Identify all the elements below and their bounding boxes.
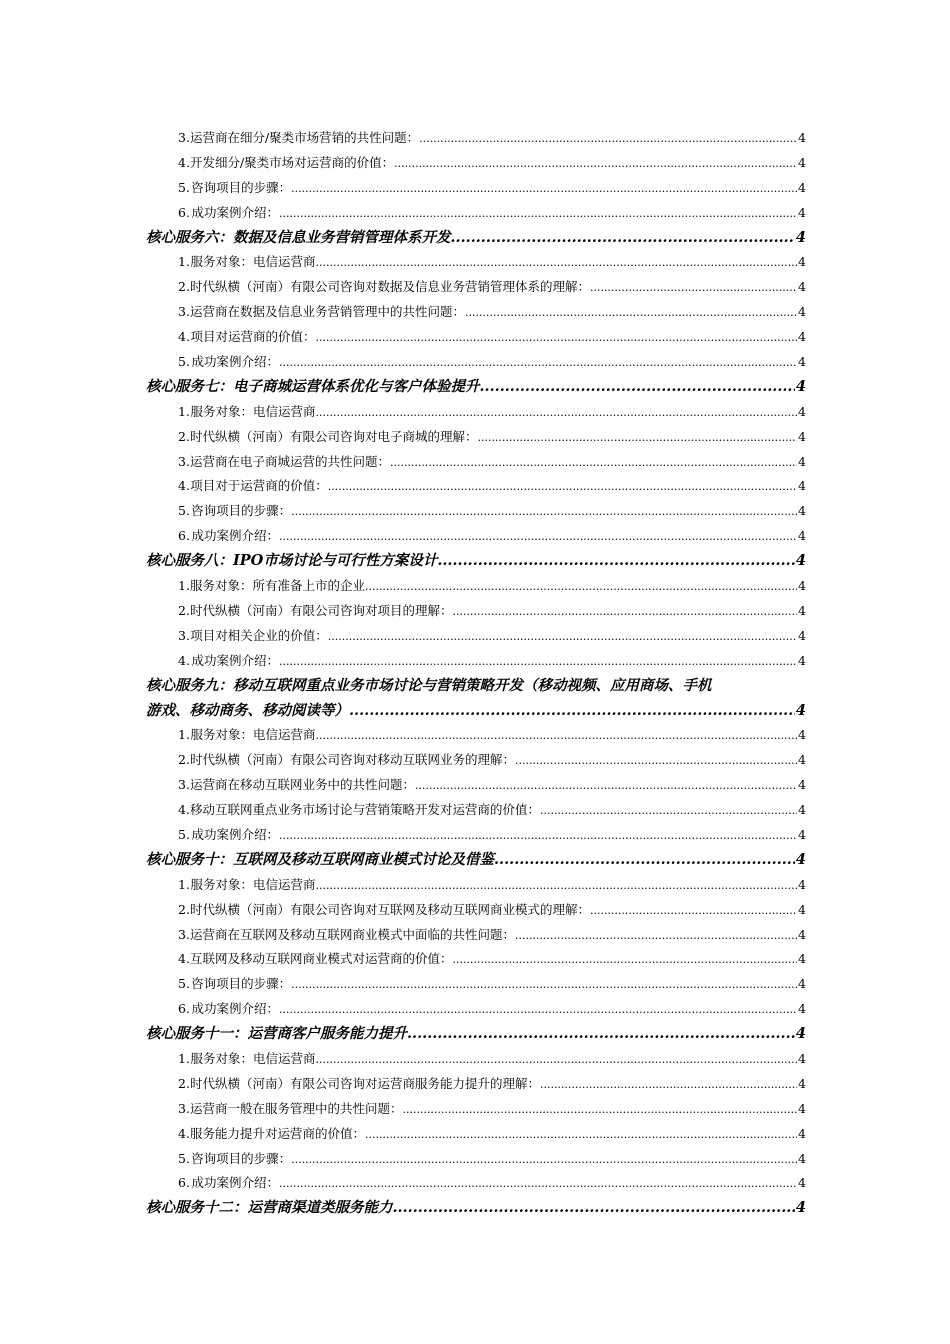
toc-item-number: 2. [178, 428, 190, 444]
toc-item-entry[interactable] [146, 748, 806, 773]
toc-item-entry[interactable] [146, 499, 806, 524]
toc-page-number: 4 [798, 802, 806, 818]
toc-item-title: 咨询项目的步骤： [191, 179, 292, 195]
toc-leader-dots [316, 873, 798, 899]
table-of-contents [146, 126, 806, 1221]
toc-section-title-line2: 游戏、移动商务、移动阅读等） [146, 701, 349, 719]
toc-page-number: 4 [798, 951, 806, 967]
toc-page-number: 4 [798, 354, 806, 370]
toc-item-number: 6. [178, 204, 190, 220]
toc-leader-dots [316, 250, 798, 276]
toc-page-number: 4 [798, 154, 806, 170]
toc-item-title: 时代纵横（河南）有限公司咨询对互联网及移动互联网商业模式的理解： [189, 901, 590, 917]
toc-item-number: 6. [178, 1001, 190, 1017]
toc-item-number: 5. [178, 503, 190, 519]
toc-leader-dots [316, 325, 798, 351]
toc-page-number: 4 [798, 876, 806, 892]
toc-page-number: 4 [795, 552, 806, 570]
toc-leader-dots [279, 524, 797, 550]
toc-leader-dots [365, 574, 797, 600]
toc-item-title: 服务对象：电信运营商 [190, 1050, 316, 1066]
toc-leader-dots [279, 350, 797, 376]
toc-leader-dots [316, 723, 798, 749]
toc-page-number: 4 [798, 403, 806, 419]
toc-item-title: 服务对象：所有准备上市的企业 [189, 578, 365, 594]
toc-item-entry[interactable] [146, 823, 806, 848]
toc-item-number: 4. [178, 652, 190, 668]
toc-item-entry[interactable] [146, 798, 806, 823]
toc-leader-dots [291, 972, 797, 998]
toc-section-title-line2-row [146, 699, 806, 724]
toc-item-entry[interactable] [146, 599, 806, 624]
toc-item-title: 运营商在电子商城运营的共性问题： [189, 453, 390, 469]
toc-page-number: 4 [798, 1001, 806, 1017]
toc-item-number: 3. [178, 777, 190, 793]
toc-section-title-line1: 核心服务九：移动互联网重点业务市场讨论与营销策略开发（移动视频、应用商场、手机 [146, 676, 712, 694]
toc-item-title: 时代纵横（河南）有限公司咨询对电子商城的理解： [189, 428, 478, 444]
toc-item-number: 1. [178, 254, 190, 270]
toc-item-title: 项目对于运营商的价值： [190, 478, 328, 494]
toc-page-number: 4 [798, 602, 806, 618]
toc-item-entry[interactable] [146, 325, 806, 350]
toc-item-entry[interactable] [146, 723, 806, 748]
toc-item-entry[interactable] [146, 997, 806, 1022]
toc-section-entry[interactable] [146, 375, 806, 400]
toc-page-number: 4 [798, 1175, 806, 1191]
toc-leader-dots [279, 201, 797, 227]
toc-item-number: 4. [178, 951, 190, 967]
toc-section-title: 核心服务十二：运营商渠道类服务能力 [146, 1199, 393, 1217]
toc-page-number: 4 [798, 279, 806, 295]
toc-page-number: 4 [798, 727, 806, 743]
toc-page-number: 4 [798, 329, 806, 345]
toc-item-number: 4. [178, 329, 190, 345]
toc-item-title: 服务对象：电信运营商 [190, 876, 316, 892]
toc-item-title: 成功案例介绍： [191, 528, 279, 544]
toc-page-number: 4 [795, 701, 806, 719]
toc-item-entry[interactable] [146, 400, 806, 425]
toc-item-title: 时代纵横（河南）有限公司咨询对项目的理解： [189, 602, 453, 618]
toc-item-number: 1. [178, 727, 190, 743]
toc-page-number: 4 [795, 377, 806, 395]
toc-leader-dots [279, 649, 797, 675]
toc-section-title: 核心服务十一：运营商客户服务能力提升 [146, 1025, 407, 1043]
toc-item-entry[interactable] [146, 176, 806, 201]
toc-item-entry[interactable] [146, 1122, 806, 1147]
toc-item-title: 互联网及移动互联网商业模式对运营商的价值： [189, 951, 453, 967]
toc-item-entry[interactable] [146, 1047, 806, 1072]
toc-leader-dots [349, 699, 795, 724]
toc-leader-dots [515, 748, 797, 774]
toc-leader-dots [328, 474, 797, 500]
toc-item-title: 成功案例介绍： [191, 1175, 279, 1191]
toc-leader-dots [291, 499, 797, 525]
toc-leader-dots [494, 848, 795, 873]
toc-item-title: 时代纵横（河南）有限公司咨询对运营商服务能力提升的理解： [189, 1075, 540, 1091]
toc-item-entry[interactable] [146, 275, 806, 300]
toc-item-title: 时代纵横（河南）有限公司咨询对数据及信息业务营销管理体系的理解： [189, 279, 590, 295]
toc-item-number: 3. [178, 130, 190, 145]
toc-item-number: 2. [178, 1075, 190, 1091]
toc-leader-dots [316, 1047, 798, 1073]
toc-section-entry[interactable] [146, 848, 806, 873]
toc-page-number: 4 [798, 1050, 806, 1066]
toc-item-number: 1. [178, 1050, 190, 1066]
toc-leader-dots [279, 823, 797, 849]
toc-page-number: 4 [798, 1100, 806, 1116]
toc-item-number: 1. [178, 876, 190, 892]
toc-page-number: 4 [795, 1025, 806, 1043]
toc-item-entry[interactable] [146, 126, 806, 151]
toc-page-number: 4 [798, 503, 806, 519]
toc-section-title: 核心服务七：电子商城运营体系优化与客户体验提升 [146, 377, 480, 395]
toc-leader-dots [480, 375, 795, 400]
toc-item-title: 成功案例介绍： [191, 204, 279, 220]
toc-item-number: 2. [178, 901, 190, 917]
toc-leader-dots [328, 624, 797, 650]
toc-leader-dots [452, 599, 797, 625]
toc-leader-dots [291, 176, 797, 202]
toc-item-number: 1. [178, 403, 190, 419]
toc-item-title: 运营商在互联网及移动互联网商业模式中面临的共性问题： [189, 926, 515, 942]
toc-item-number: 5. [178, 826, 190, 842]
toc-item-title: 咨询项目的步骤： [191, 1150, 292, 1166]
toc-leader-dots [540, 798, 797, 824]
toc-page-number: 4 [798, 652, 806, 668]
toc-page-number: 4 [798, 926, 806, 942]
toc-item-number: 4. [178, 1125, 190, 1141]
toc-leader-dots [291, 1147, 797, 1173]
toc-leader-dots [590, 275, 797, 301]
toc-page-number: 4 [798, 528, 806, 544]
toc-item-entry[interactable] [146, 1072, 806, 1097]
toc-leader-dots [316, 400, 798, 426]
toc-item-title: 服务能力提升对运营商的价值： [189, 1125, 365, 1141]
toc-item-number: 3. [178, 453, 190, 469]
toc-section-entry[interactable] [146, 1196, 806, 1221]
toc-page-number: 4 [795, 850, 806, 868]
toc-item-entry[interactable] [146, 873, 806, 898]
toc-leader-dots [540, 1072, 797, 1098]
toc-leader-dots [590, 898, 797, 924]
toc-item-title: 开发细分/聚类市场对运营商的价值： [189, 154, 395, 170]
toc-item-entry[interactable] [146, 1171, 806, 1196]
toc-page-number: 4 [798, 752, 806, 768]
toc-item-number: 6. [178, 1175, 190, 1191]
toc-item-number: 2. [178, 279, 190, 295]
toc-item-title: 运营商一般在服务管理中的共性问题： [189, 1100, 403, 1116]
toc-leader-dots [437, 549, 795, 574]
toc-leader-dots [465, 300, 797, 326]
toc-leader-dots [452, 947, 797, 973]
toc-page-number: 4 [798, 1125, 806, 1141]
toc-item-entry[interactable] [146, 300, 806, 325]
toc-item-number: 3. [178, 926, 190, 942]
toc-item-title: 项目对相关企业的价值： [190, 627, 328, 643]
toc-page-number: 4 [798, 777, 806, 793]
toc-page-number: 4 [798, 428, 806, 444]
toc-leader-dots [415, 773, 797, 799]
toc-leader-dots [515, 923, 797, 949]
toc-item-number: 3. [178, 1100, 190, 1116]
toc-item-title: 服务对象：电信运营商 [190, 727, 316, 743]
toc-leader-dots [407, 1022, 795, 1047]
toc-page-number: 4 [798, 1075, 806, 1091]
toc-item-number: 4. [178, 478, 190, 494]
toc-page-number: 4 [798, 578, 806, 594]
toc-page-number: 4 [798, 453, 806, 469]
toc-item-number: 6. [178, 528, 190, 544]
toc-item-number: 4. [178, 802, 190, 818]
toc-page-number: 4 [798, 304, 806, 320]
toc-section-entry[interactable] [146, 674, 806, 724]
toc-section-entry[interactable] [146, 1022, 806, 1047]
toc-page-number: 4 [798, 204, 806, 220]
toc-item-title: 运营商在数据及信息业务营销管理中的共性问题： [189, 304, 465, 320]
toc-item-entry[interactable] [146, 972, 806, 997]
toc-item-title: 项目对运营商的价值： [190, 329, 316, 345]
toc-item-number: 4. [178, 154, 190, 170]
toc-page-number: 4 [798, 627, 806, 643]
toc-leader-dots [451, 226, 795, 251]
toc-section-entry[interactable] [146, 549, 806, 574]
toc-leader-dots [402, 1097, 797, 1123]
toc-item-number: 5. [178, 976, 190, 992]
toc-item-entry[interactable] [146, 1097, 806, 1122]
toc-leader-dots [279, 997, 797, 1023]
toc-item-number: 2. [178, 602, 190, 618]
toc-page-number: 4 [798, 130, 806, 145]
toc-page-number: 4 [795, 1199, 806, 1217]
toc-item-entry[interactable] [146, 1147, 806, 1172]
toc-item-title: 时代纵横（河南）有限公司咨询对移动互联网业务的理解： [189, 752, 515, 768]
toc-item-title: 运营商在移动互联网业务中的共性问题： [189, 777, 415, 793]
toc-section-title: 核心服务八：IPO市场讨论与可行性方案设计 [146, 552, 438, 570]
toc-item-title: 运营商在细分/聚类市场营销的共性问题： [189, 130, 420, 145]
toc-item-title: 成功案例介绍： [191, 1001, 279, 1017]
toc-leader-dots [419, 126, 797, 152]
toc-item-entry[interactable] [146, 350, 806, 375]
toc-leader-dots [365, 1122, 797, 1148]
toc-item-title: 咨询项目的步骤： [191, 976, 292, 992]
toc-item-entry[interactable] [146, 898, 806, 923]
toc-item-entry[interactable] [146, 574, 806, 599]
toc-item-number: 3. [178, 304, 190, 320]
toc-item-title: 咨询项目的步骤： [191, 503, 292, 519]
toc-item-entry[interactable] [146, 425, 806, 450]
toc-leader-dots [477, 425, 797, 451]
toc-item-entry[interactable] [146, 250, 806, 275]
toc-item-entry[interactable] [146, 923, 806, 948]
toc-item-entry[interactable] [146, 524, 806, 549]
toc-leader-dots [279, 1171, 797, 1197]
toc-leader-dots [390, 450, 797, 476]
toc-item-title: 服务对象：电信运营商 [190, 254, 316, 270]
toc-item-number: 5. [178, 354, 190, 370]
toc-item-number: 3. [178, 627, 190, 643]
toc-page-number: 4 [798, 976, 806, 992]
toc-item-entry[interactable] [146, 649, 806, 674]
toc-item-entry[interactable] [146, 947, 806, 972]
toc-item-entry[interactable] [146, 474, 806, 499]
toc-item-entry[interactable] [146, 450, 806, 475]
toc-section-title: 核心服务六：数据及信息业务营销管理体系开发 [146, 228, 451, 246]
toc-page-number: 4 [798, 179, 806, 195]
toc-item-title: 移动互联网重点业务市场讨论与营销策略开发对运营商的价值： [189, 802, 540, 818]
toc-page-number: 4 [795, 228, 806, 246]
toc-item-number: 5. [178, 1150, 190, 1166]
toc-page-number: 4 [798, 826, 806, 842]
toc-item-entry[interactable] [146, 773, 806, 798]
toc-item-entry[interactable] [146, 151, 806, 176]
toc-item-entry[interactable] [146, 201, 806, 226]
toc-leader-dots [393, 1196, 795, 1221]
toc-page-number: 4 [798, 901, 806, 917]
toc-page-number: 4 [798, 254, 806, 270]
toc-item-entry[interactable] [146, 624, 806, 649]
toc-item-number: 5. [178, 179, 190, 195]
toc-section-title: 核心服务十：互联网及移动互联网商业模式讨论及借鉴 [146, 850, 494, 868]
toc-item-title: 成功案例介绍： [191, 826, 279, 842]
toc-item-number: 1. [178, 578, 190, 594]
toc-leader-dots [394, 151, 797, 177]
toc-item-title: 成功案例介绍： [191, 652, 279, 668]
toc-page-number: 4 [798, 1150, 806, 1166]
toc-item-number: 2. [178, 752, 190, 768]
toc-section-entry[interactable] [146, 226, 806, 251]
toc-item-title: 服务对象：电信运营商 [190, 403, 316, 419]
toc-page-number: 4 [798, 478, 806, 494]
toc-item-title: 成功案例介绍： [191, 354, 279, 370]
